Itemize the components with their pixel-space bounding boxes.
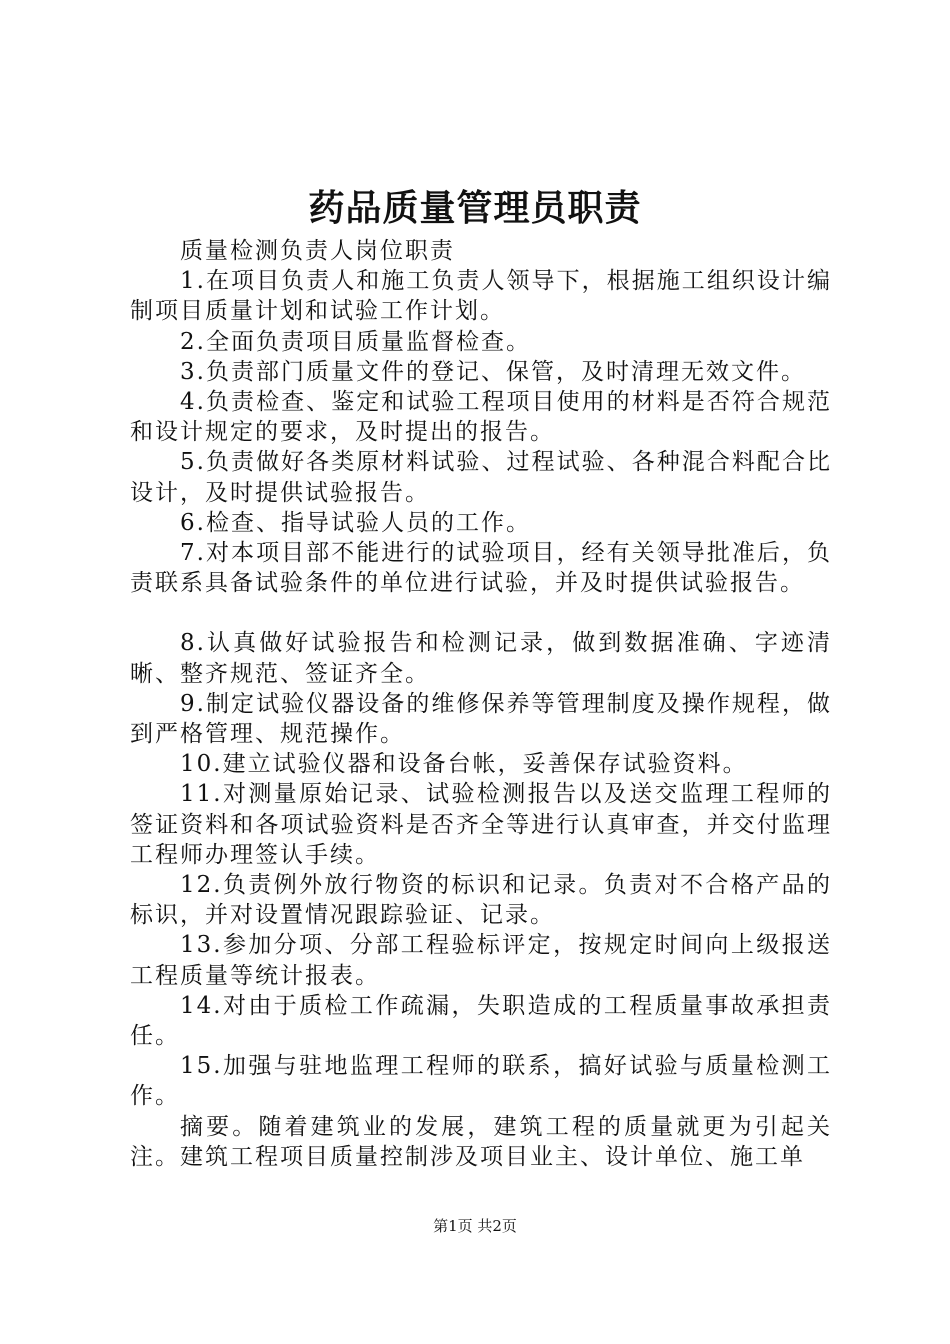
section-heading: 质量检测负责人岗位职责 xyxy=(180,238,455,264)
duty-item-5: 5.负责做好各类原材料试验、过程试验、各种混合料配合比设计，及时提供试验报告。 xyxy=(130,449,832,506)
abstract-paragraph: 摘要。随着建筑业的发展，建筑工程的质量就更为引起关注。建筑工程项目质量控制涉及项目业主、设计单位、施工单 xyxy=(130,1113,832,1170)
duty-item-14: 14.对由于质检工作疏漏，失职造成的工程质量事故承担责任。 xyxy=(130,992,832,1050)
document-body xyxy=(130,236,832,1172)
duty-item-11: 11.对测量原始记录、试验检测报告以及送交监理工程师的签证资料和各项试验资料是否齐全等进行认真审查，并交付监理工程师办理签认手续。 xyxy=(130,781,832,868)
duty-item-7: 7.对本项目部不能进行的试验项目，经有关领导批准后，负责联系具备试验条件的单位进行试验，并及时提供试验报告。 xyxy=(130,540,832,597)
duty-item-1: 1.在项目负责人和施工负责人领导下，根据施工组织设计编制项目质量计划和试验工作计划。 xyxy=(130,268,832,325)
duty-item-10: 10.建立试验仪器和设备台帐，妥善保存试验资料。 xyxy=(180,751,748,778)
document-title: 药品质量管理员职责 xyxy=(308,187,642,229)
page-footer: 第1页 共2页 xyxy=(433,1217,517,1235)
duty-item-12: 12.负责例外放行物资的标识和记录。负责对不合格产品的标识，并对设置情况跟踪验证、记录。 xyxy=(130,872,832,929)
duty-item-4: 4.负责检查、鉴定和试验工程项目使用的材料是否符合规范和设计规定的要求，及时提出的报告。 xyxy=(130,389,832,446)
duty-item-3: 3.负责部门质量文件的登记、保管，及时清理无效文件。 xyxy=(180,358,806,385)
duty-item-2: 2.全面负责项目质量监督检查。 xyxy=(180,328,531,355)
duty-item-8: 8.认真做好试验报告和检测记录，做到数据准确、字迹清晰、整齐规范、签证齐全。 xyxy=(130,630,832,687)
duty-item-6: 6.检查、指导试验人员的工作。 xyxy=(180,509,531,536)
duty-item-13: 13.参加分项、分部工程验标评定，按规定时间向上级报送工程质量等统计报表。 xyxy=(130,932,832,989)
duty-item-15: 15.加强与驻地监理工程师的联系，搞好试验与质量检测工作。 xyxy=(130,1053,832,1110)
duty-item-9: 9.制定试验仪器设备的维修保养等管理制度及操作规程，做到严格管理、规范操作。 xyxy=(130,690,832,748)
